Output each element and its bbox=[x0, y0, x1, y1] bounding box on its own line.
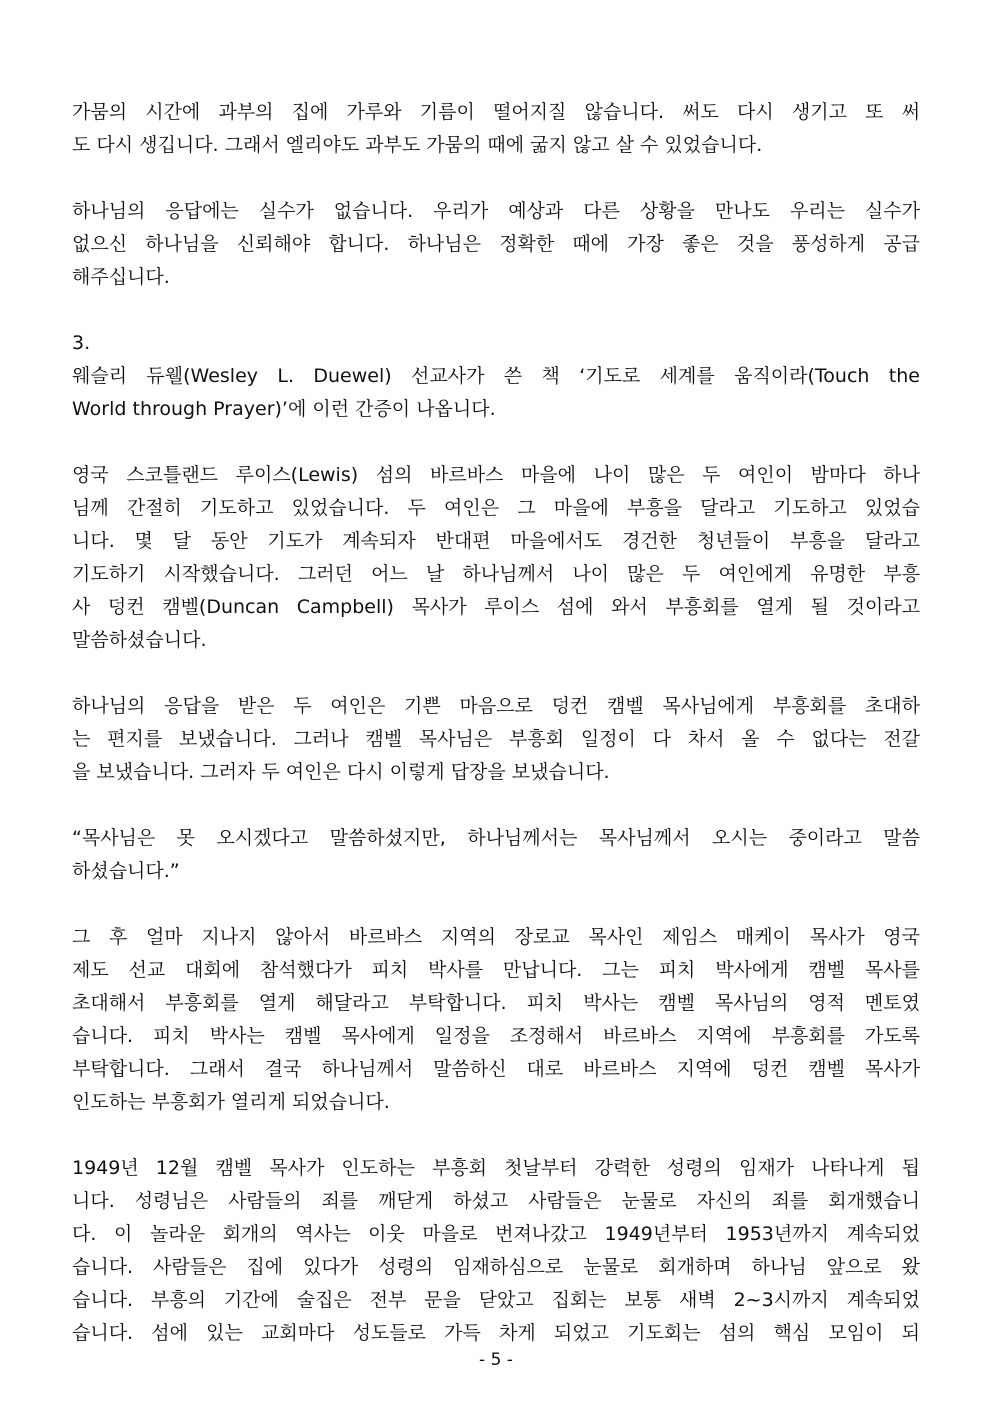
paragraph-revival-1949 bbox=[72, 1152, 920, 1350]
text-line: 인도하는 부흥회가 열리게 되었습니다. bbox=[72, 1091, 390, 1113]
text-line: 습니다. 피치 박사는 캠벨 목사에게 일정을 조정해서 바르바스 지역에 부흥회를 가도록 bbox=[72, 1025, 920, 1047]
text-line: 니다. 몇 달 동안 기도가 계속되자 반대편 마을에서도 경건한 청년들이 부흥을 달라고 bbox=[72, 530, 920, 552]
text-line: 초대해서 부흥회를 열게 해달라고 부탁합니다. 피치 박사는 캠벨 목사님의 영적 멘토였 bbox=[72, 992, 920, 1014]
text-line: 을 보냈습니다. 그러자 두 여인은 다시 이렇게 답장을 보냈습니다. bbox=[72, 761, 610, 783]
text-line: 영국 스코틀랜드 루이스(Lewis) 섬의 바르바스 마을에 나이 많은 두 여인이 밤마다 하나 bbox=[72, 464, 920, 486]
page-number: - 5 - bbox=[479, 1350, 513, 1370]
paragraph-quote bbox=[72, 822, 920, 888]
text-line: 하셨습니다.” bbox=[72, 860, 180, 882]
text-line: 기도하기 시작했습니다. 그러던 어느 날 하나님께서 나이 많은 두 여인에게 유명한 부흥 bbox=[72, 563, 920, 585]
text-line: World through Prayer)’에 이런 간증이 나옵니다. bbox=[72, 398, 496, 420]
text-line: 습니다. 사람들은 집에 있다가 성령의 임재하심으로 눈물로 회개하며 하나님 앞으로 왔 bbox=[72, 1256, 920, 1278]
text-line: 하나님의 응답에는 실수가 없습니다. 우리가 예상과 다른 상황을 만나도 우리는 실수가 bbox=[72, 200, 920, 222]
text-line: “목사님은 못 오시겠다고 말씀하셨지만, 하나님께서는 목사님께서 오시는 중이라고 말씀 bbox=[72, 827, 920, 849]
text-line: 부탁합니다. 그래서 결국 하나님께서 말씀하신 대로 바르바스 지역에 덩컨 캠벨 목사가 bbox=[72, 1058, 920, 1080]
paragraph-famine bbox=[72, 96, 920, 162]
text-line: 습니다. 섬에 있는 교회마다 성도들로 가득 차게 되었고 기도회는 섬의 핵심 모임이 되 bbox=[72, 1322, 920, 1344]
text-line: 습니다. 부흥의 기간에 술집은 전부 문을 닫았고 집회는 보통 새벽 2~3시까지 계속되었 bbox=[72, 1289, 920, 1311]
text-line: 그 후 얼마 지나지 않아서 바르바스 지역의 장로교 목사인 제임스 매케이 목사가 영국 bbox=[72, 926, 920, 948]
text-line: 말씀하셨습니다. bbox=[72, 629, 207, 651]
paragraph-letter bbox=[72, 690, 920, 789]
text-line: 하나님의 응답을 받은 두 여인은 기쁜 마음으로 덩컨 캠벨 목사님에게 부흥회를 초대하 bbox=[72, 695, 920, 717]
paragraph-mackay bbox=[72, 921, 920, 1119]
text-line: 1949년 12월 캠벨 목사가 인도하는 부흥회 첫날부터 강력한 성령의 임재가 나타나게 됩 bbox=[72, 1157, 920, 1179]
text-line: 가뭄의 시간에 과부의 집에 가루와 기름이 떨어지질 않습니다. 써도 다시 생기고 또 써 bbox=[72, 101, 920, 123]
paragraph-section-3 bbox=[72, 327, 920, 426]
document-body bbox=[72, 96, 920, 1383]
text-line: 님께 간절히 기도하고 있었습니다. 두 여인은 그 마을에 부흥을 달라고 기도하고 있었습 bbox=[72, 497, 920, 519]
text-line: 는 편지를 보냈습니다. 그러나 캠벨 목사님은 부흥회 일정이 다 차서 올 수 없다는 전갈 bbox=[72, 728, 920, 750]
text-line: 없으신 하나님을 신뢰해야 합니다. 하나님은 정확한 때에 가장 좋은 것을 풍성하게 공급 bbox=[72, 233, 920, 255]
text-line: 도 다시 생깁니다. 그래서 엘리야도 과부도 가뭄의 때에 굶지 않고 살 수 있었습니다. bbox=[72, 134, 763, 156]
text-line: 웨슬리 듀웰(Wesley L. Duewel) 선교사가 쓴 책 ‘기도로 세계를 움직이라(Touch the bbox=[72, 365, 920, 387]
paragraph-lewis-island bbox=[72, 459, 920, 657]
text-line: 니다. 성령님은 사람들의 죄를 깨닫게 하셨고 사람들은 눈물로 자신의 죄를 회개했습니 bbox=[72, 1190, 920, 1212]
text-line: 사 덩컨 캠벨(Duncan Campbell) 목사가 루이스 섬에 와서 부흥회를 열게 될 것이라고 bbox=[72, 596, 920, 618]
text-line: 다. 이 놀라운 회개의 역사는 이웃 마을로 번져나갔고 1949년부터 1953년까지 계속되었 bbox=[72, 1223, 920, 1245]
text-line: 제도 선교 대회에 참석했다가 피치 박사를 만납니다. 그는 피치 박사에게 캠벨 목사를 bbox=[72, 959, 920, 981]
text-line: 해주십니다. bbox=[72, 266, 170, 288]
section-number: 3. bbox=[72, 332, 91, 354]
paragraph-no-mistakes bbox=[72, 195, 920, 294]
